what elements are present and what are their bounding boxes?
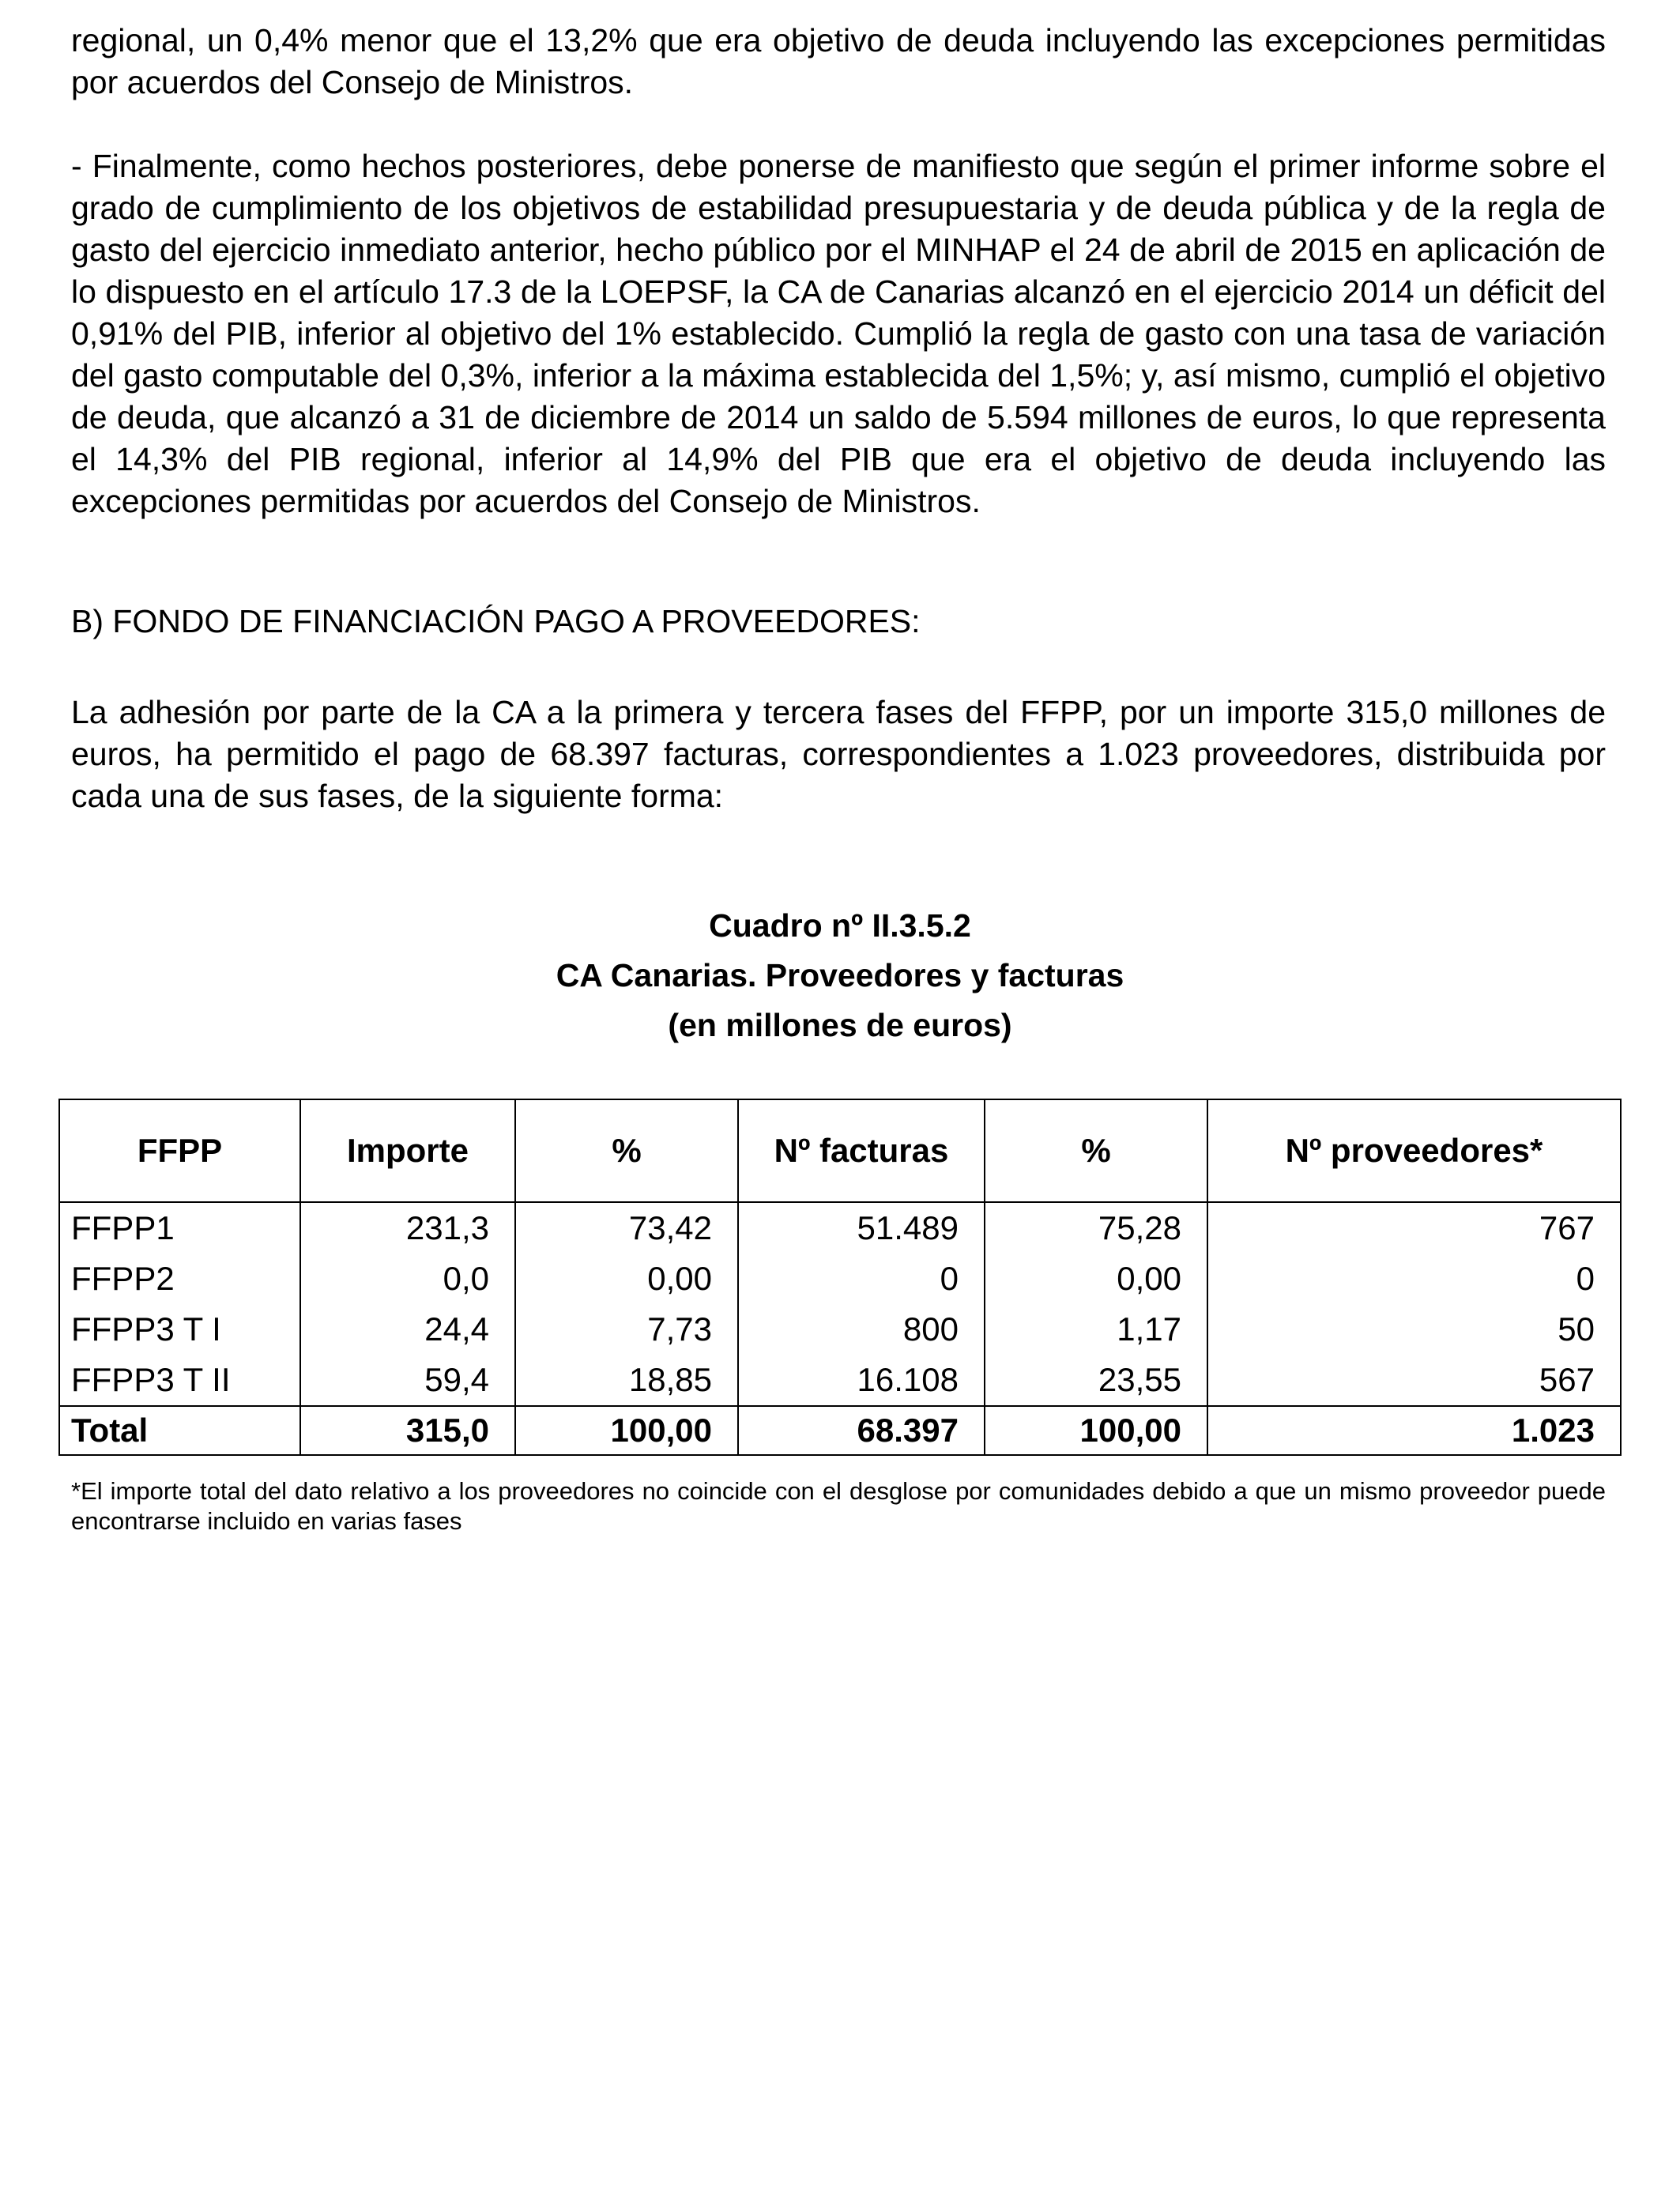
table-row	[59, 1304, 1621, 1355]
cell-facturas-percent: 75,28	[985, 1202, 1207, 1253]
table-total-row	[59, 1406, 1621, 1455]
cell-phase: FFPP1	[59, 1202, 300, 1253]
header-importe-percent: %	[515, 1099, 738, 1202]
cell-num-facturas: 0	[738, 1253, 985, 1304]
cell-importe-percent: 7,73	[515, 1304, 738, 1355]
cell-phase: FFPP3 T II	[59, 1355, 300, 1406]
table-header-row	[59, 1099, 1621, 1202]
cell-num-proveedores: 767	[1207, 1202, 1621, 1253]
cell-num-facturas: 51.489	[738, 1202, 985, 1253]
providers-invoices-table	[58, 1099, 1622, 1456]
table-caption	[0, 901, 1680, 1050]
cell-num-proveedores: 0	[1207, 1253, 1621, 1304]
header-ffpp: FFPP	[59, 1099, 300, 1202]
cell-importe: 24,4	[300, 1304, 515, 1355]
cell-importe-percent: 0,00	[515, 1253, 738, 1304]
header-num-proveedores: Nº proveedores*	[1207, 1099, 1621, 1202]
cell-facturas-percent: 0,00	[985, 1253, 1207, 1304]
total-num-proveedores: 1.023	[1207, 1406, 1621, 1455]
table-title: CA Canarias. Proveedores y facturas	[556, 957, 1124, 993]
table-row	[59, 1202, 1621, 1253]
cell-phase: FFPP2	[59, 1253, 300, 1304]
cell-importe-percent: 73,42	[515, 1202, 738, 1253]
cell-importe-percent: 18,85	[515, 1355, 738, 1406]
cell-num-proveedores: 567	[1207, 1355, 1621, 1406]
total-importe-percent: 100,00	[515, 1406, 738, 1455]
cell-num-facturas: 800	[738, 1304, 985, 1355]
cell-num-facturas: 16.108	[738, 1355, 985, 1406]
cell-facturas-percent: 23,55	[985, 1355, 1207, 1406]
table-footnote: *El importe total del dato relativo a los proveedores no coincide con el desglose por comunidades debido a que un mismo proveedor puede encontrarse incluido en varias fases	[71, 1477, 1606, 1535]
total-label: Total	[59, 1406, 300, 1455]
table-units: (en millones de euros)	[668, 1007, 1012, 1043]
cell-importe: 231,3	[300, 1202, 515, 1253]
header-importe: Importe	[300, 1099, 515, 1202]
cell-importe: 0,0	[300, 1253, 515, 1304]
total-facturas-percent: 100,00	[985, 1406, 1207, 1455]
header-facturas-percent: %	[985, 1099, 1207, 1202]
paragraph-ffpp-adhesion: La adhesión por parte de la CA a la primera y tercera fases del FFPP, por un importe 315,0 millones de euros, ha permitido el pago de 68.397 facturas, correspondientes a 1.023 proveedores, distribuida por cada una de sus fases, de la siguiente forma:	[71, 694, 1606, 814]
cell-importe: 59,4	[300, 1355, 515, 1406]
section-heading-ffpp: B) FONDO DE FINANCIACIÓN PAGO A PROVEEDORES:	[71, 603, 921, 639]
header-num-facturas: Nº facturas	[738, 1099, 985, 1202]
total-importe: 315,0	[300, 1406, 515, 1455]
total-num-facturas: 68.397	[738, 1406, 985, 1455]
cell-num-proveedores: 50	[1207, 1304, 1621, 1355]
cell-phase: FFPP3 T I	[59, 1304, 300, 1355]
table-row	[59, 1253, 1621, 1304]
table-number: Cuadro nº II.3.5.2	[709, 907, 971, 944]
paragraph-subsequent-events: - Finalmente, como hechos posteriores, debe ponerse de manifiesto que según el primer informe sobre el grado de cumplimiento de los objetivos de estabilidad presupuestaria y de deuda pública y de la regla de gasto del ejercicio inmediato anterior, hecho público por el MINHAP el 24 de abril de 2015 en aplicación de lo dispuesto en el artículo 17.3 de la LOEPSF, la CA de Canarias alcanzó en el ejercicio 2014 un déficit del 0,91% del PIB, inferior al objetivo del 1% establecido. Cumplió la regla de gasto con una tasa de variación del gasto computable del 0,3%, inferior a la máxima establecida del 1,5%; y, así mismo, cumplió el objetivo de deuda, que alcanzó a 31 de diciembre de 2014 un saldo de 5.594 millones de euros, lo que representa el 14,3% del PIB regional, inferior al 14,9% del PIB que era el objetivo de deuda incluyendo las excepciones permitidas por acuerdos del Consejo de Ministros.	[71, 148, 1606, 519]
table-row	[59, 1355, 1621, 1406]
paragraph-debt-objective: regional, un 0,4% menor que el 13,2% que era objetivo de deuda incluyendo las excepciones permitidas por acuerdos del Consejo de Ministros.	[71, 22, 1606, 100]
cell-facturas-percent: 1,17	[985, 1304, 1207, 1355]
